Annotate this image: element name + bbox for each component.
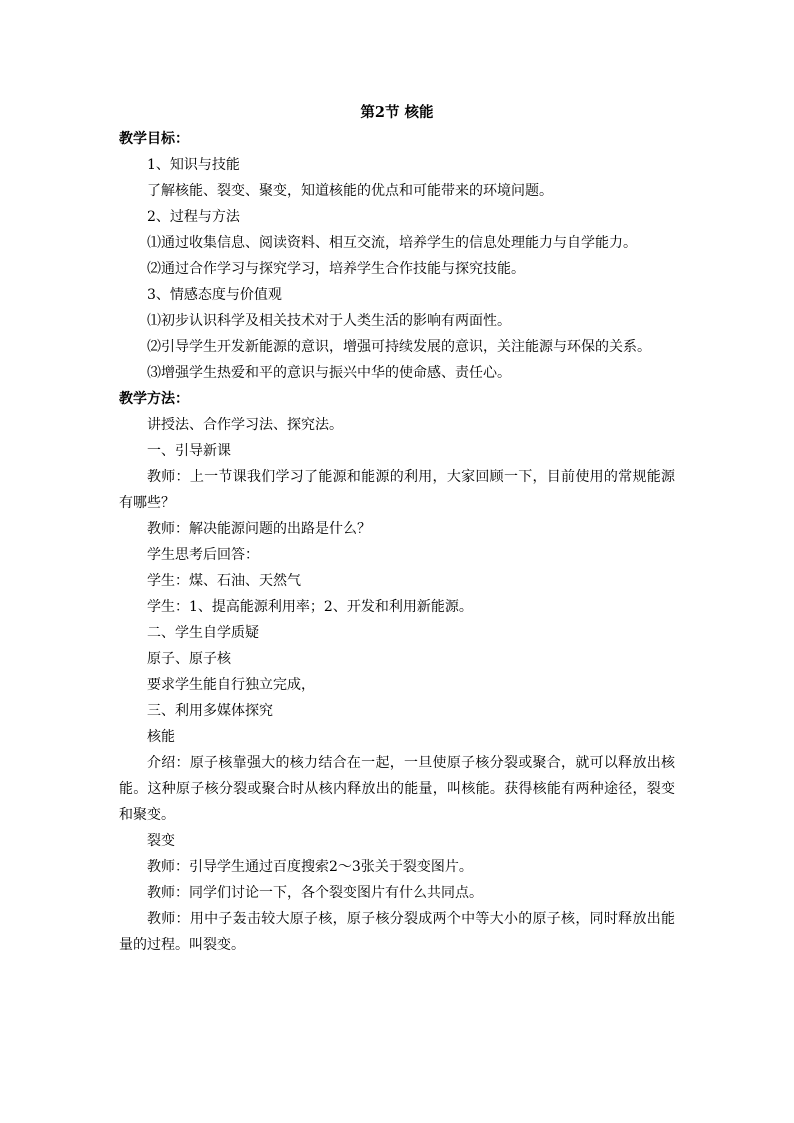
- method-paragraph: 三、利用多媒体探究: [147, 703, 273, 719]
- method-paragraph: 学生思考后回答：: [147, 547, 259, 563]
- method-paragraph: 介绍：原子核靠强大的核力结合在一起，一旦使原子核分裂或聚合，就可以释放出核能。这种原子核分裂或聚合时从核内释放出的能量，叫核能。获得核能有两种途径，裂变和聚变。: [119, 755, 675, 823]
- objective-paragraph: ⑴通过收集信息、阅读资料、相互交流，培养学生的信息处理能力与自学能力。: [147, 235, 637, 251]
- method-paragraph: 学生：1、提高能源利用率；2、开发和利用新能源。: [147, 599, 473, 615]
- objective-paragraph: 3、情感态度与价值观: [147, 287, 282, 303]
- objective-paragraph: ⑶增强学生热爱和平的意识与振兴中华的使命感、责任心。: [147, 365, 511, 381]
- method-paragraph: 教师：用中子轰击较大原子核，原子核分裂成两个中等大小的原子核，同时释放出能量的过程。叫裂变。: [119, 911, 675, 953]
- objectives-heading: 教学目标：: [119, 131, 189, 147]
- method-paragraph: 教师：解决能源问题的出路是什么？: [147, 521, 371, 537]
- method-paragraph: 裂变: [147, 833, 175, 849]
- objective-paragraph: ⑵引导学生开发新能源的意识，增强可持续发展的意识，关注能源与环保的关系。: [147, 339, 651, 355]
- method-paragraph: 教师：引导学生通过百度搜索2～3张关于裂变图片。: [147, 859, 473, 875]
- objective-paragraph: ⑴初步认识科学及相关技术对于人类生活的影响有两面性。: [147, 313, 511, 329]
- method-paragraph: 要求学生能自行独立完成，: [147, 677, 315, 693]
- objective-paragraph: 了解核能、裂变、聚变，知道核能的优点和可能带来的环境问题。: [147, 183, 553, 199]
- method-paragraph: 教师：同学们讨论一下，各个裂变图片有什么共同点。: [147, 885, 483, 901]
- document-page: [119, 100, 675, 958]
- method-paragraph: 学生：煤、石油、天然气: [147, 573, 301, 589]
- method-paragraph: 讲授法、合作学习法、探究法。: [147, 417, 343, 433]
- method-paragraph: 二、学生自学质疑: [147, 625, 259, 641]
- method-paragraph: 教师：上一节课我们学习了能源和能源的利用，大家回顾一下，目前使用的常规能源有哪些？: [119, 469, 675, 511]
- method-paragraph: 核能: [147, 729, 175, 745]
- page-title: 第2节 核能: [360, 104, 434, 121]
- method-paragraph: 一、引导新课: [147, 443, 231, 459]
- objective-paragraph: 2、过程与方法: [147, 209, 240, 225]
- methods-heading: 教学方法：: [119, 391, 189, 407]
- objective-paragraph: 1、知识与技能: [147, 157, 240, 173]
- objective-paragraph: ⑵通过合作学习与探究学习，培养学生合作技能与探究技能。: [147, 261, 525, 277]
- method-paragraph: 原子、原子核: [147, 651, 231, 667]
